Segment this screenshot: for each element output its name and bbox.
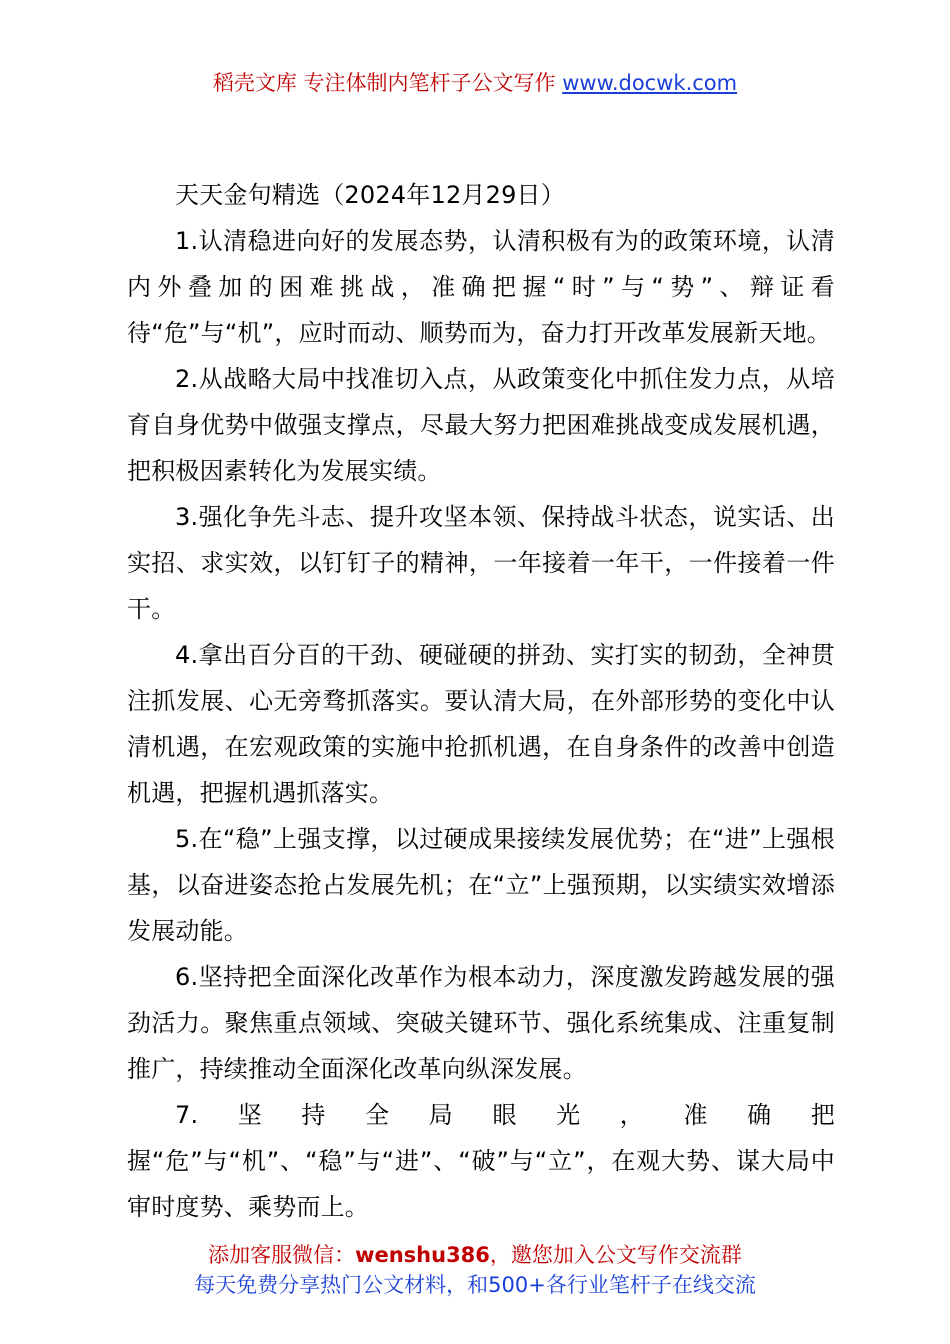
footer-wechat-suffix: ，邀您加入公文写作交流群 bbox=[489, 1243, 742, 1267]
list-item: 4.拿出百分百的干劲、硬碰硬的拼劲、实打实的韧劲，全神贯注抓发展、心无旁骛抓落实。要认清大局，在外部形势的变化中认清机遇，在宏观政策的实施中抢抓机遇，在自身条件的改善中创造机遇，把握机遇抓落实。 bbox=[127, 641, 835, 807]
document-title: 天天金句精选（2024年12月29日） bbox=[175, 181, 565, 209]
list-item: 5.在“稳”上强支撑，以过硬成果接续发展优势；在“进”上强根基，以奋进姿态抢占发展先机；在“立”上强预期，以实绩实效增添发展动能。 bbox=[127, 825, 835, 945]
site-banner-text: 稻壳文库 专注体制内笔杆子公文写作 bbox=[212, 71, 563, 95]
list-item: 1.认清稳进向好的发展态势，认清积极有为的政策环境，认清内外叠加的困难挑战，准确把握“时”与“势”、辩证看待“危”与“机”，应时而动、顺势而为，奋力打开改革发展新天地。 bbox=[127, 227, 835, 347]
list-item: 7.坚持全局眼光，准确把握“危”与“机”、“稳”与“进”、“破”与“立”，在观大势、谋大局中审时度势、乘势而上。 bbox=[127, 1101, 835, 1221]
list-item: 3.强化争先斗志、提升攻坚本领、保持战斗状态，说实话、出实招、求实效，以钉钉子的精神，一年接着一年干，一件接着一件干。 bbox=[127, 503, 835, 623]
document-body bbox=[127, 172, 835, 1230]
list-item: 6.坚持把全面深化改革作为根本动力，深度激发跨越发展的强劲活力。聚焦重点领域、突破关键环节、强化系统集成、注重复制推广，持续推动全面深化改革向纵深发展。 bbox=[127, 963, 835, 1083]
site-url-link[interactable]: www.docwk.com bbox=[562, 71, 738, 95]
footer-wechat-line bbox=[0, 1240, 950, 1270]
page-header bbox=[0, 68, 950, 98]
page-footer bbox=[0, 1240, 950, 1300]
list-item: 2.从战略大局中找准切入点，从政策变化中抓住发力点，从培育自身优势中做强支撑点，尽最大努力把困难挑战变成发展机遇，把积极因素转化为发展实绩。 bbox=[127, 365, 835, 485]
wechat-id: wenshu386 bbox=[355, 1243, 490, 1267]
footer-promo-line: 每天免费分享热门公文材料，和500+各行业笔杆子在线交流 bbox=[194, 1273, 756, 1297]
footer-wechat-prefix: 添加客服微信： bbox=[208, 1243, 356, 1267]
